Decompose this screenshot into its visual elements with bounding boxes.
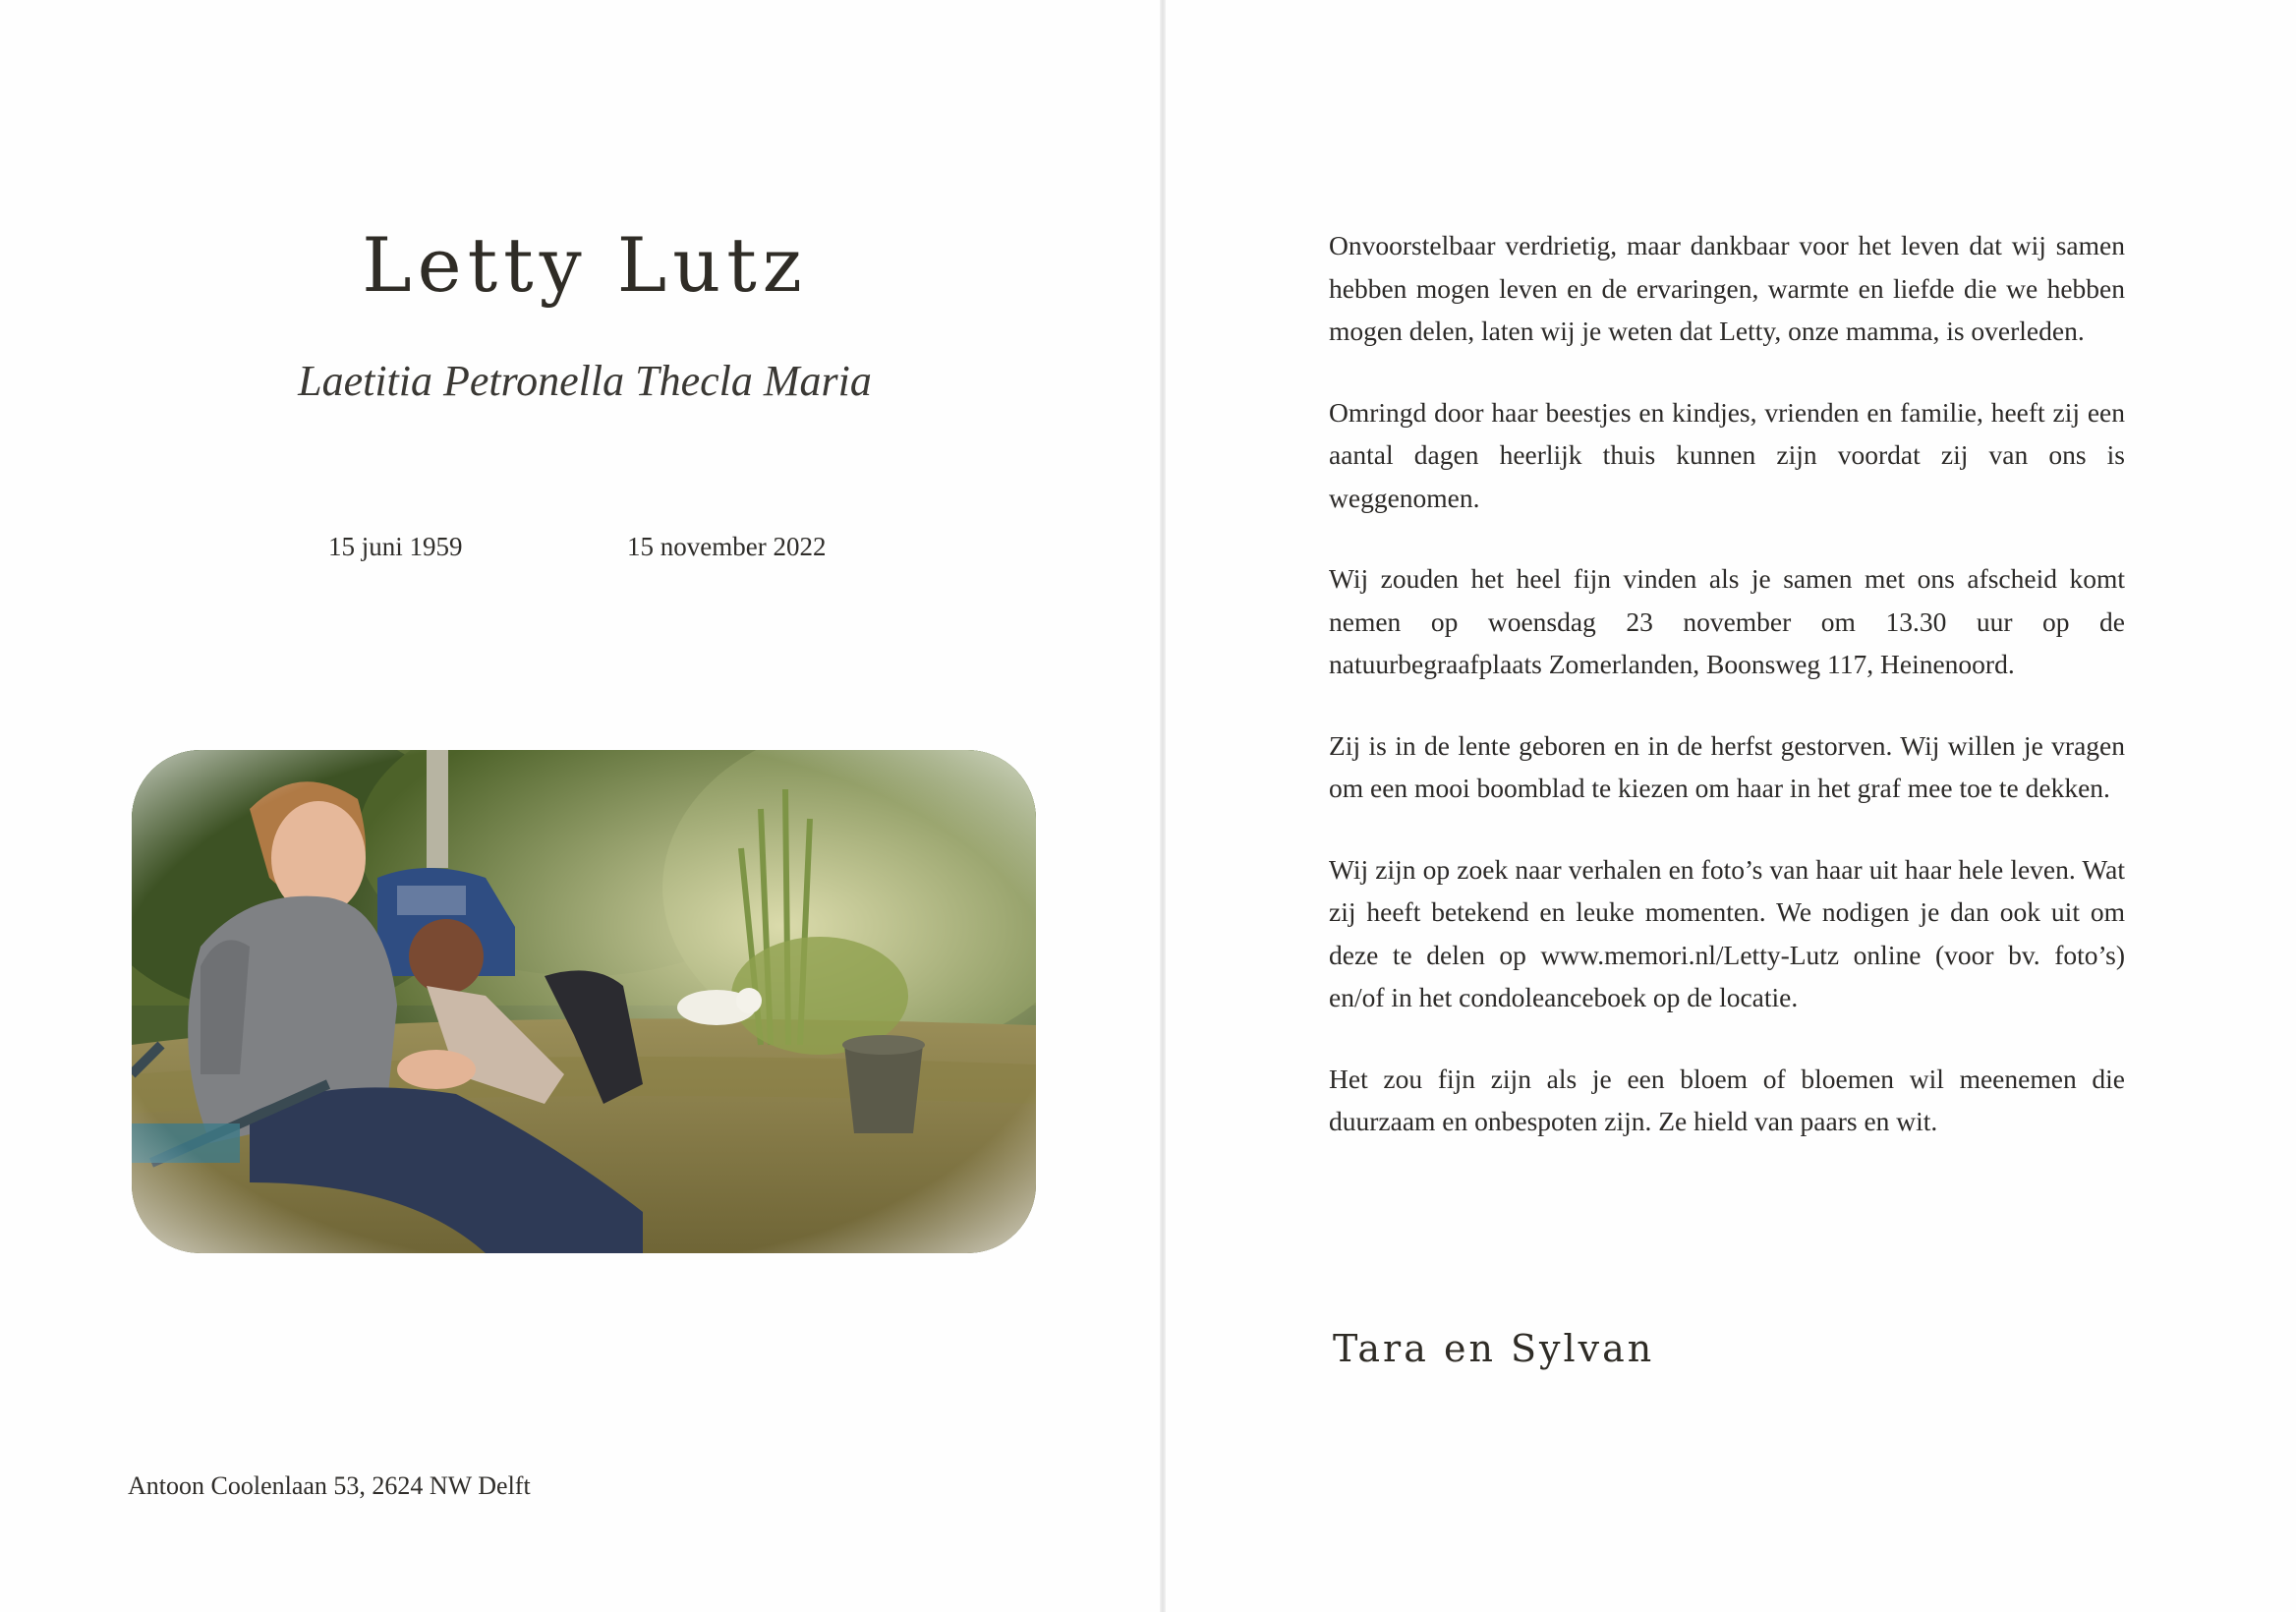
- announcement-text: [1329, 224, 2125, 1181]
- signature: Tara en Sylvan: [1333, 1327, 1655, 1370]
- family-address: Antoon Coolenlaan 53, 2624 NW Delft: [128, 1471, 531, 1500]
- paragraph: Zij is in de lente geboren en in de herfst gestorven. Wij willen je vragen om een mooi boomblad te kiezen om haar in het graf mee toe te dekken.: [1329, 729, 2125, 803]
- paragraph: Omringd door haar beestjes en kindjes, vrienden en familie, heeft zij een aantal dagen heerlijk thuis kunnen zijn voordat zij van ons is weggenomen.: [1329, 396, 2125, 513]
- death-date: 15 november 2022: [627, 532, 827, 561]
- birth-date: 15 juni 1959: [328, 532, 463, 561]
- paragraph: Onvoorstelbaar verdrietig, maar dankbaar voor het leven dat wij samen hebben mogen leven en de ervaringen, warmte en liefde die we hebben mogen delen, laten wij je weten dat Letty, onze mamma, is overleden.: [1329, 230, 2125, 346]
- deceased-name: Letty Lutz: [362, 221, 808, 309]
- deceased-full-name: Laetitia Petronella Thecla Maria: [298, 357, 872, 405]
- memorial-photo: [132, 750, 1036, 1253]
- paragraph: Wij zouden het heel fijn vinden als je samen met ons afscheid komt nemen op woensdag 23 november om 13.30 uur op de natuurbegraafplaats Zomerlanden, Boonsweg 117, Heinenoord.: [1329, 563, 2125, 679]
- paragraph: Het zou fijn zijn als je een bloem of bloemen wil meenemen die duurzaam en onbespoten zijn. Ze hield van paars en wit.: [1329, 1063, 2125, 1136]
- paragraph: Wij zijn op zoek naar verhalen en foto’s van haar uit haar hele leven. Wat zij heeft betekend en leuke momenten. We nodigen je dan ook uit om deze te delen op www.memori.nl/Letty-Lutz online (voor bv. foto’s) en/of in het condoleanceboek op de locatie.: [1329, 853, 2125, 1012]
- card-inner-panel: [1166, 0, 2296, 1612]
